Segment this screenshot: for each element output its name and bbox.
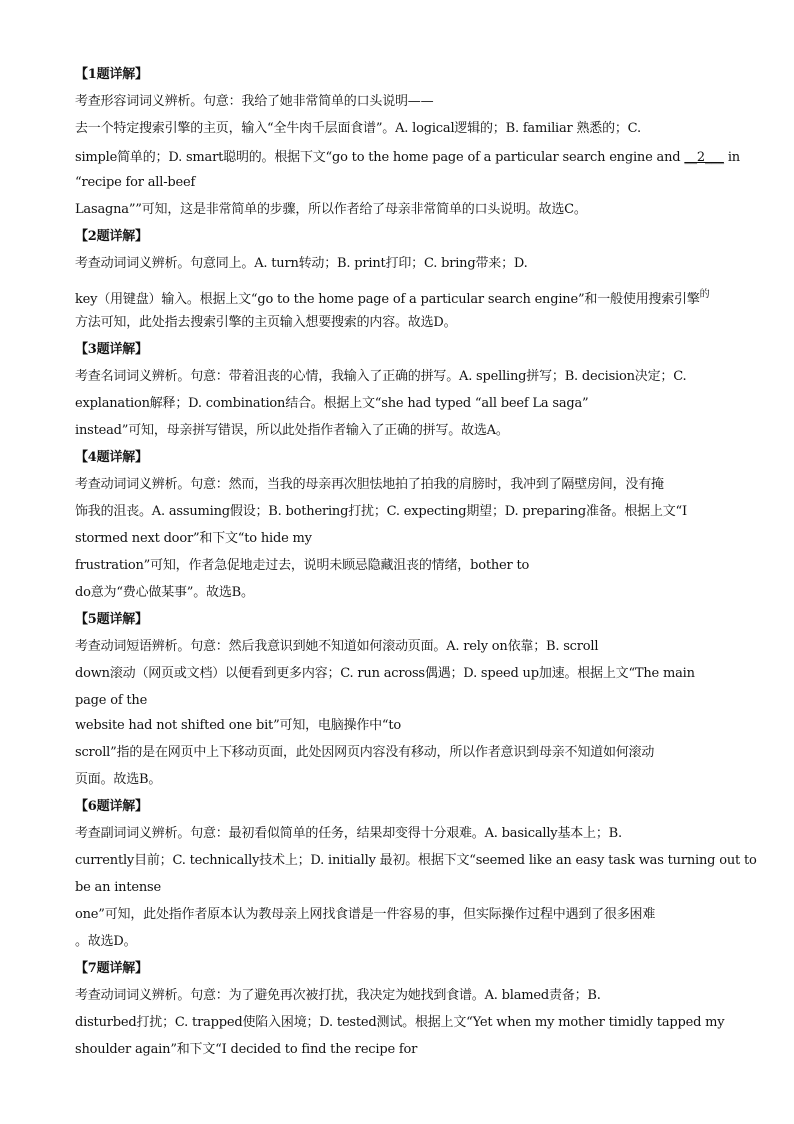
text-line: 饰我的沮丧。A. assuming假设；B. bothering打扰；C. expecting期望；D. preparing准备。根据上文“I (75, 504, 687, 519)
text-line: 去一个特定搜索引擎的主页，输入“全牛肉千层面食谱”。A. logical逻辑的；B. familiar 熟悉的；C. (75, 121, 641, 136)
text-line: 页面。故选B。 (75, 772, 162, 787)
text-line: 考查形容词词义辨析。句意：我给了她非常简单的口头说明—— (75, 94, 434, 109)
text-line: key（用键盘）输入。根据上文“go to the home page of a particular search engine”和一般使用搜索引擎$^的$ (75, 289, 710, 307)
heading-q7: 【7题详解】 (75, 961, 148, 976)
heading-q5: 【5题详解】 (75, 612, 148, 627)
text-line: simple简单的；D. smart聪明的。根据下文“go to the home page of a particular search engine and __2___ in (75, 150, 740, 165)
text-line: be an intense (75, 880, 161, 895)
heading-q1: 【1题详解】 (75, 67, 148, 82)
text-line: shoulder again”和下文“I decided to find the recipe for (75, 1042, 418, 1057)
heading-q6: 【6题详解】 (75, 799, 148, 814)
text-line: currently目前；C. technically技术上；D. initially 最初。根据下文“seemed like an easy task was turning out to (75, 853, 757, 868)
text-line: page of the (75, 693, 148, 708)
heading-q3: 【3题详解】 (75, 342, 148, 357)
text-line: “recipe for all-beef (75, 175, 196, 190)
text-line: website had not shifted one bit”可知，电脑操作中“to (75, 718, 402, 733)
heading-q4: 【4题详解】 (75, 450, 148, 465)
text-line: 方法可知，此处指去搜索引擎的主页输入想要搜索的内容。故选D。 (75, 315, 457, 330)
text-line: 考查动词词义辨析。句意：为了避免再次被打扰，我决定为她找到食谱。A. blamed责备；B. (75, 988, 601, 1003)
text-line: 考查动词短语辨析。句意：然后我意识到她不知道如何滚动页面。A. rely on依靠；B. scroll (75, 639, 599, 654)
text-line: frustration”可知，作者急促地走过去，说明未顾忌隐藏沮丧的情绪，bother to (75, 558, 530, 573)
text-line: 考查副词词义辨析。句意：最初看似简单的任务，结果却变得十分艰难。A. basically基本上；B. (75, 826, 622, 841)
text-line: 考查动词词义辨析。句意同上。A. turn转动；B. print打印；C. bring带来；D. (75, 256, 528, 271)
text-line: 。故选D。 (75, 934, 137, 949)
text-line: one”可知，此处指作者原本认为教母亲上网找食谱是一件容易的事，但实际操作过程中遇到了很多困难 (75, 907, 656, 922)
text-line: 考查动词词义辨析。句意：然而，当我的母亲再次胆怯地拍了拍我的肩膀时，我冲到了隔壁房间，没有掩 (75, 477, 664, 492)
text-line: scroll”指的是在网页中上下移动页面，此处因网页内容没有移动，所以作者意识到母亲不知道如何滚动 (75, 745, 655, 760)
text-line: Lasagna””可知，这是非常简单的步骤，所以作者给了母亲非常简单的口头说明。故选C。 (75, 202, 587, 217)
text-line: instead”可知，母亲拼写错误，所以此处指作者输入了正确的拼写。故选A。 (75, 423, 509, 438)
text-line: down滚动（网页或文档）以便看到更多内容；C. run across偶遇；D. speed up加速。根据上文“The main (75, 666, 695, 681)
heading-q2: 【2题详解】 (75, 229, 148, 244)
text-line: disturbed打扰；C. trapped使陷入困境；D. tested测试。根据上文“Yet when my mother timidly tapped my (75, 1015, 725, 1030)
text-line: stormed next door”和下文“to hide my (75, 531, 312, 546)
text-line: do意为“费心做某事”。故选B。 (75, 585, 254, 600)
text-line: 考查名词词义辨析。句意：带着沮丧的心情，我输入了正确的拼写。A. spelling拼写；B. decision决定；C. (75, 369, 687, 384)
text-line: explanation解释；D. combination结合。根据上文“she had typed “all beef La saga” (75, 396, 589, 411)
answer-blank: __2___ (684, 150, 724, 165)
